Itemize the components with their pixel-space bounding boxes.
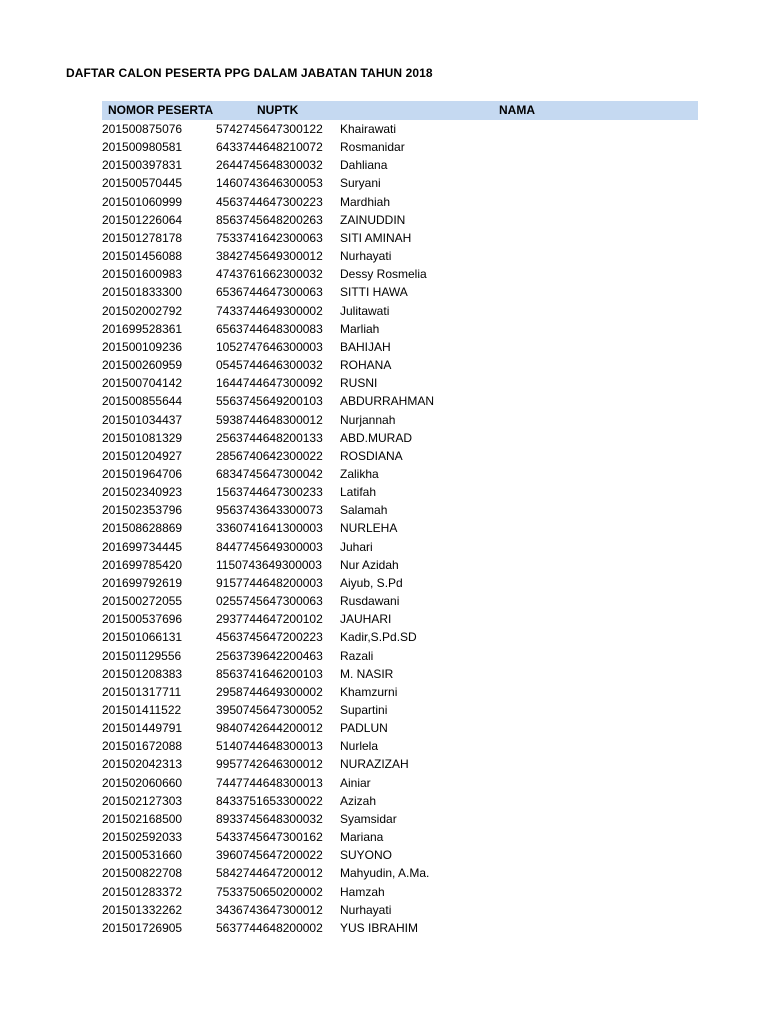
cell-nama: Kadir,S.Pd.SD xyxy=(340,630,417,645)
table-body xyxy=(102,121,698,938)
table-row xyxy=(102,629,698,647)
table-row xyxy=(102,266,698,284)
cell-nomor-peserta: 201699792619 xyxy=(102,575,183,590)
cell-nomor-peserta: 201502353796 xyxy=(102,503,183,518)
cell-nama: ABD.MURAD xyxy=(340,430,413,445)
cell-nomor-peserta: 201501060999 xyxy=(102,194,183,209)
table-row xyxy=(102,502,698,520)
cell-nama: Nurhayati xyxy=(340,902,392,917)
cell-nama: Marliah xyxy=(340,321,380,336)
cell-nama: Mariana xyxy=(340,830,384,845)
cell-nama: Latifah xyxy=(340,485,377,500)
cell-nuptk: 5742745647300122 xyxy=(216,122,323,136)
cell-nuptk: 4563744647300223 xyxy=(216,194,323,209)
cell-nomor-peserta: 201500875076 xyxy=(102,122,183,136)
cell-nama: Rusdawani xyxy=(340,594,400,609)
cell-nuptk: 3360741641300003 xyxy=(216,521,323,536)
table-row xyxy=(102,920,698,938)
cell-nomor-peserta: 201501964706 xyxy=(102,466,183,481)
table-row xyxy=(102,339,698,357)
cell-nuptk: 8933745648300032 xyxy=(216,811,323,826)
cell-nama: ABDURRAHMAN xyxy=(340,394,435,409)
table-row xyxy=(102,793,698,811)
table-row xyxy=(102,321,698,339)
cell-nuptk: 8563745648200263 xyxy=(216,212,323,227)
cell-nomor-peserta: 201501278178 xyxy=(102,230,183,245)
cell-nuptk: 5637744648200002 xyxy=(216,920,323,935)
page-title: DAFTAR CALON PESERTA PPG DALAM JABATAN TAHUN 2018 xyxy=(66,66,433,80)
cell-nuptk: 2856740642300022 xyxy=(216,448,323,463)
cell-nama: RUSNI xyxy=(340,376,378,391)
cell-nuptk: 6834745647300042 xyxy=(216,466,323,481)
table-row xyxy=(102,738,698,756)
table-row xyxy=(102,520,698,538)
cell-nama: Nurlela xyxy=(340,739,379,754)
cell-nuptk: 0545744646300032 xyxy=(216,358,323,373)
cell-nomor-peserta: 201508628869 xyxy=(102,521,183,536)
table-row xyxy=(102,811,698,829)
cell-nama: PADLUN xyxy=(340,721,388,736)
cell-nuptk: 8447745649300003 xyxy=(216,539,323,554)
table-row xyxy=(102,212,698,230)
cell-nama: M. NASIR xyxy=(340,666,394,681)
cell-nomor-peserta: 201501226064 xyxy=(102,212,183,227)
cell-nama: NURAZIZAH xyxy=(340,757,409,772)
cell-nama: Hamzah xyxy=(340,884,385,899)
cell-nuptk: 6536744647300063 xyxy=(216,285,323,300)
table-row xyxy=(102,466,698,484)
cell-nama: Dessy Rosmelia xyxy=(340,267,427,282)
cell-nama: YUS IBRAHIM xyxy=(340,920,419,935)
cell-nomor-peserta: 201500855644 xyxy=(102,394,183,409)
cell-nuptk: 3960745647200022 xyxy=(216,848,323,863)
table-row xyxy=(102,539,698,557)
cell-nama: Mardhiah xyxy=(340,194,391,209)
cell-nuptk: 2958744649300002 xyxy=(216,684,323,699)
cell-nama: Nurjannah xyxy=(340,412,396,427)
cell-nuptk: 9840742644200012 xyxy=(216,721,323,736)
cell-nama: Salamah xyxy=(340,503,388,518)
cell-nama: Supartini xyxy=(340,703,388,717)
cell-nuptk: 7433744649300002 xyxy=(216,303,323,318)
table-row xyxy=(102,611,698,629)
cell-nama: Syamsidar xyxy=(340,811,397,826)
cell-nama: Khairawati xyxy=(340,122,397,136)
cell-nuptk: 7533741642300063 xyxy=(216,230,323,245)
table-row xyxy=(102,412,698,430)
cell-nomor-peserta: 201501208383 xyxy=(102,666,183,681)
cell-nama: SITTI HAWA xyxy=(340,285,408,300)
table-row xyxy=(102,702,698,720)
cell-nama: ROHANA xyxy=(340,358,392,373)
cell-nuptk: 2563744648200133 xyxy=(216,430,323,445)
participant-table xyxy=(102,101,698,938)
cell-nuptk: 5563745649200103 xyxy=(216,394,323,409)
cell-nomor-peserta: 201501672088 xyxy=(102,739,183,754)
cell-nuptk: 1460743646300053 xyxy=(216,176,323,191)
cell-nomor-peserta: 201502168500 xyxy=(102,811,183,826)
cell-nomor-peserta: 201501317711 xyxy=(102,684,182,699)
cell-nomor-peserta: 201501332262 xyxy=(102,902,183,917)
cell-nama: Khamzurni xyxy=(340,684,398,699)
cell-nomor-peserta: 201501204927 xyxy=(102,448,183,463)
table-row xyxy=(102,248,698,266)
cell-nama: SUYONO xyxy=(340,848,393,863)
table-row xyxy=(102,865,698,883)
cell-nama: Razali xyxy=(340,648,374,663)
table-row xyxy=(102,775,698,793)
cell-nuptk: 1644744647300092 xyxy=(216,376,323,391)
cell-nuptk: 1052747646300003 xyxy=(216,339,323,354)
cell-nuptk: 5140744648300013 xyxy=(216,739,323,754)
cell-nomor-peserta: 201699734445 xyxy=(102,539,183,554)
cell-nuptk: 4563745647200223 xyxy=(216,630,323,645)
cell-nama: Mahyudin, A.Ma. xyxy=(340,866,430,881)
cell-nuptk: 0255745647300063 xyxy=(216,594,323,609)
cell-nomor-peserta: 201501066131 xyxy=(102,630,183,645)
cell-nuptk: 8433751653300022 xyxy=(216,793,323,808)
cell-nama: BAHIJAH xyxy=(340,339,391,354)
cell-nomor-peserta: 201699785420 xyxy=(102,557,183,572)
cell-nama: Azizah xyxy=(340,793,377,808)
table-row xyxy=(102,375,698,393)
cell-nama: NURLEHA xyxy=(340,521,398,536)
cell-nuptk: 1150743649300003 xyxy=(216,557,322,572)
cell-nuptk: 2644745648300032 xyxy=(216,158,323,173)
cell-nama: JAUHARI xyxy=(340,612,392,627)
table-row xyxy=(102,884,698,902)
table-row xyxy=(102,357,698,375)
cell-nama: Nur Azidah xyxy=(340,557,399,572)
cell-nomor-peserta: 201501411522 xyxy=(102,703,182,717)
cell-nuptk: 4743761662300032 xyxy=(216,267,323,282)
cell-nama: Nurhayati xyxy=(340,249,392,264)
table-row xyxy=(102,684,698,702)
cell-nuptk: 9957742646300012 xyxy=(216,757,323,772)
cell-nuptk: 3950745647300052 xyxy=(216,703,323,717)
cell-nama: SITI AMINAH xyxy=(340,230,412,245)
cell-nuptk: 2937744647200102 xyxy=(216,612,323,627)
cell-nuptk: 6563744648300083 xyxy=(216,321,323,336)
table-row xyxy=(102,175,698,193)
cell-nomor-peserta: 201501833300 xyxy=(102,285,183,300)
cell-nomor-peserta: 201501129556 xyxy=(102,648,182,663)
table-row xyxy=(102,284,698,302)
cell-nomor-peserta: 201500272055 xyxy=(102,594,183,609)
cell-nomor-peserta: 201501283372 xyxy=(102,884,183,899)
cell-nama: Rosmanidar xyxy=(340,140,405,155)
table-row xyxy=(102,720,698,738)
cell-nomor-peserta: 201500260959 xyxy=(102,358,183,373)
cell-nomor-peserta: 201500537696 xyxy=(102,612,183,627)
cell-nama: Zalikha xyxy=(340,466,379,481)
cell-nuptk: 3842745649300012 xyxy=(216,249,323,264)
table-row xyxy=(102,139,698,157)
table-row xyxy=(102,230,698,248)
table-row xyxy=(102,902,698,920)
table-row xyxy=(102,121,698,139)
table-row xyxy=(102,829,698,847)
cell-nuptk: 9563743643300073 xyxy=(216,503,323,518)
cell-nama: Julitawati xyxy=(340,303,390,318)
cell-nuptk: 9157744648200003 xyxy=(216,575,323,590)
cell-nuptk: 3436743647300012 xyxy=(216,902,323,917)
cell-nomor-peserta: 201501449791 xyxy=(102,721,183,736)
table-row xyxy=(102,393,698,411)
cell-nomor-peserta: 201501726905 xyxy=(102,920,183,935)
cell-nuptk: 5938744648300012 xyxy=(216,412,323,427)
cell-nomor-peserta: 201500397831 xyxy=(102,158,183,173)
cell-nuptk: 2563739642200463 xyxy=(216,648,323,663)
header-nomor-peserta: NOMOR PESERTA xyxy=(108,103,214,117)
cell-nama: Aiyub, S.Pd xyxy=(340,575,403,590)
cell-nomor-peserta: 201502042313 xyxy=(102,757,183,772)
table-row xyxy=(102,157,698,175)
cell-nuptk: 7447744648300013 xyxy=(216,775,323,790)
cell-nuptk: 1563744647300233 xyxy=(216,485,323,500)
cell-nomor-peserta: 201500570445 xyxy=(102,176,183,191)
cell-nuptk: 5842744647200012 xyxy=(216,866,323,881)
table-row xyxy=(102,847,698,865)
cell-nama: Ainiar xyxy=(340,775,371,790)
table-row xyxy=(102,575,698,593)
cell-nomor-peserta: 201502127303 xyxy=(102,793,183,808)
table-row xyxy=(102,448,698,466)
cell-nomor-peserta: 201699528361 xyxy=(102,321,183,336)
cell-nomor-peserta: 201501081329 xyxy=(102,430,183,445)
cell-nomor-peserta: 201502592033 xyxy=(102,830,183,845)
cell-nomor-peserta: 201500531660 xyxy=(102,848,183,863)
cell-nomor-peserta: 201500109236 xyxy=(102,339,183,354)
table-row xyxy=(102,756,698,774)
table-row xyxy=(102,194,698,212)
header-nuptk: NUPTK xyxy=(257,103,299,117)
header-nama: NAMA xyxy=(499,103,535,117)
cell-nomor-peserta: 201501600983 xyxy=(102,267,183,282)
cell-nomor-peserta: 201502060660 xyxy=(102,775,183,790)
table-row xyxy=(102,484,698,502)
cell-nomor-peserta: 201500822708 xyxy=(102,866,183,881)
table-row xyxy=(102,303,698,321)
table-row xyxy=(102,430,698,448)
cell-nama: Juhari xyxy=(340,539,373,554)
cell-nuptk: 5433745647300162 xyxy=(216,830,323,845)
cell-nuptk: 6433744648210072 xyxy=(216,140,323,155)
cell-nomor-peserta: 201501034437 xyxy=(102,412,183,427)
cell-nomor-peserta: 201500980581 xyxy=(102,140,183,155)
cell-nuptk: 8563741646200103 xyxy=(216,666,323,681)
cell-nomor-peserta: 201502002792 xyxy=(102,303,183,318)
cell-nama: Dahliana xyxy=(340,158,388,173)
table-row xyxy=(102,648,698,666)
cell-nama: Suryani xyxy=(340,176,381,191)
cell-nama: ZAINUDDIN xyxy=(340,212,406,227)
table-row xyxy=(102,666,698,684)
cell-nuptk: 7533750650200002 xyxy=(216,884,323,899)
table-row xyxy=(102,593,698,611)
cell-nomor-peserta: 201501456088 xyxy=(102,249,183,264)
table-header-row xyxy=(102,101,698,120)
cell-nomor-peserta: 201502340923 xyxy=(102,485,183,500)
cell-nama: ROSDIANA xyxy=(340,448,403,463)
table-row xyxy=(102,557,698,575)
cell-nomor-peserta: 201500704142 xyxy=(102,376,183,391)
